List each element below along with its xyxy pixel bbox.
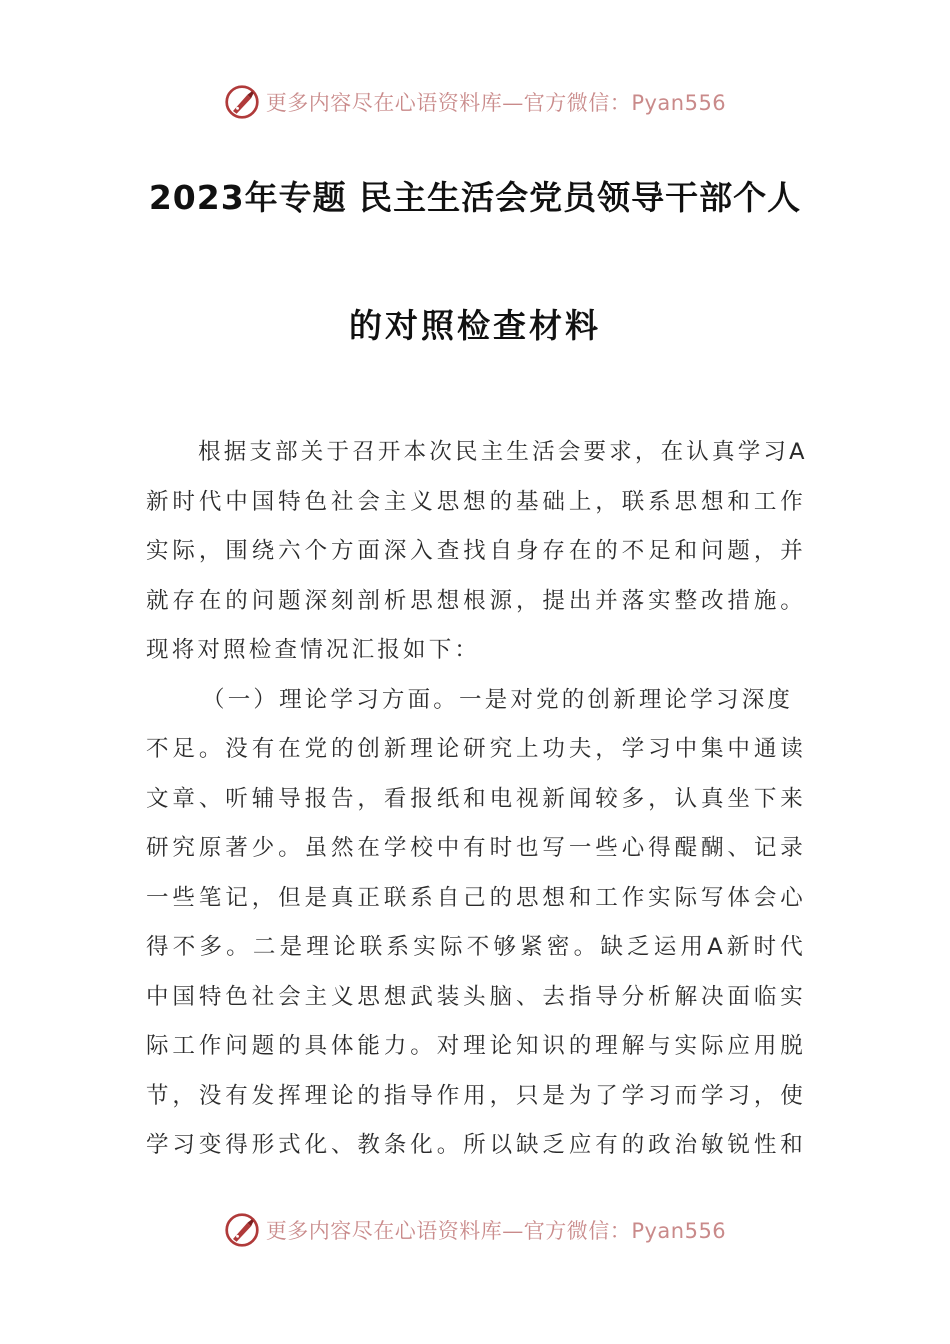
body-line: 文章、听辅导报告，看报纸和电视新闻较多，认真坐下来 xyxy=(146,785,806,812)
watermark-wechat-id: Pyan556 xyxy=(631,91,727,115)
watermark-text xyxy=(266,87,726,117)
body-line: 新时代中国特色社会主义思想的基础上，联系思想和工作 xyxy=(146,488,806,515)
body-line: 际工作问题的具体能力。对理论知识的理解与实际应用脱 xyxy=(146,1033,806,1059)
body-line: 实际，围绕六个方面深入查找自身存在的不足和问题，并 xyxy=(146,538,806,564)
watermark-label: 更多内容尽在心语资料库—官方微信： xyxy=(265,1219,632,1243)
watermark-label: 更多内容尽在心语资料库—官方微信： xyxy=(265,91,632,115)
pen-nib-logo-icon xyxy=(224,84,260,120)
footer-watermark xyxy=(0,1210,950,1250)
body-line: （一）理论学习方面。一是对党的创新理论学习深度 xyxy=(202,686,794,713)
body-line: 得不多。二是理论联系实际不够紧密。缺乏运用A新时代 xyxy=(146,934,806,960)
body-line: 一些笔记，但是真正联系自己的思想和工作实际写体会心 xyxy=(146,884,806,911)
body-line: 根据支部关于召开本次民主生活会要求，在认真学习A xyxy=(198,439,808,465)
document-title-line-2: 的对照检查材料 xyxy=(349,306,601,345)
document-title-line-1: 2023年专题 民主生活会党员领导干部个人 xyxy=(148,178,802,217)
document-body xyxy=(146,428,806,1171)
body-line: 研究原著少。虽然在学校中有时也写一些心得醍醐、记录 xyxy=(146,835,806,861)
pen-nib-logo-icon xyxy=(224,1212,260,1248)
watermark-wechat-id: Pyan556 xyxy=(631,1219,727,1243)
body-line: 中国特色社会主义思想武装头脑、去指导分析解决面临实 xyxy=(146,983,806,1010)
body-line: 节，没有发挥理论的指导作用，只是为了学习而学习，使 xyxy=(146,1082,806,1109)
body-line: 现将对照检查情况汇报如下： xyxy=(146,637,481,663)
body-line: 就存在的问题深刻剖析思想根源，提出并落实整改措施。 xyxy=(146,587,806,614)
header-watermark xyxy=(0,82,950,122)
body-line: 学习变得形式化、教条化。所以缺乏应有的政治敏锐性和 xyxy=(146,1132,806,1158)
body-line: 不足。没有在党的创新理论研究上功夫，学习中集中通读 xyxy=(146,736,806,762)
watermark-text xyxy=(266,1215,726,1245)
